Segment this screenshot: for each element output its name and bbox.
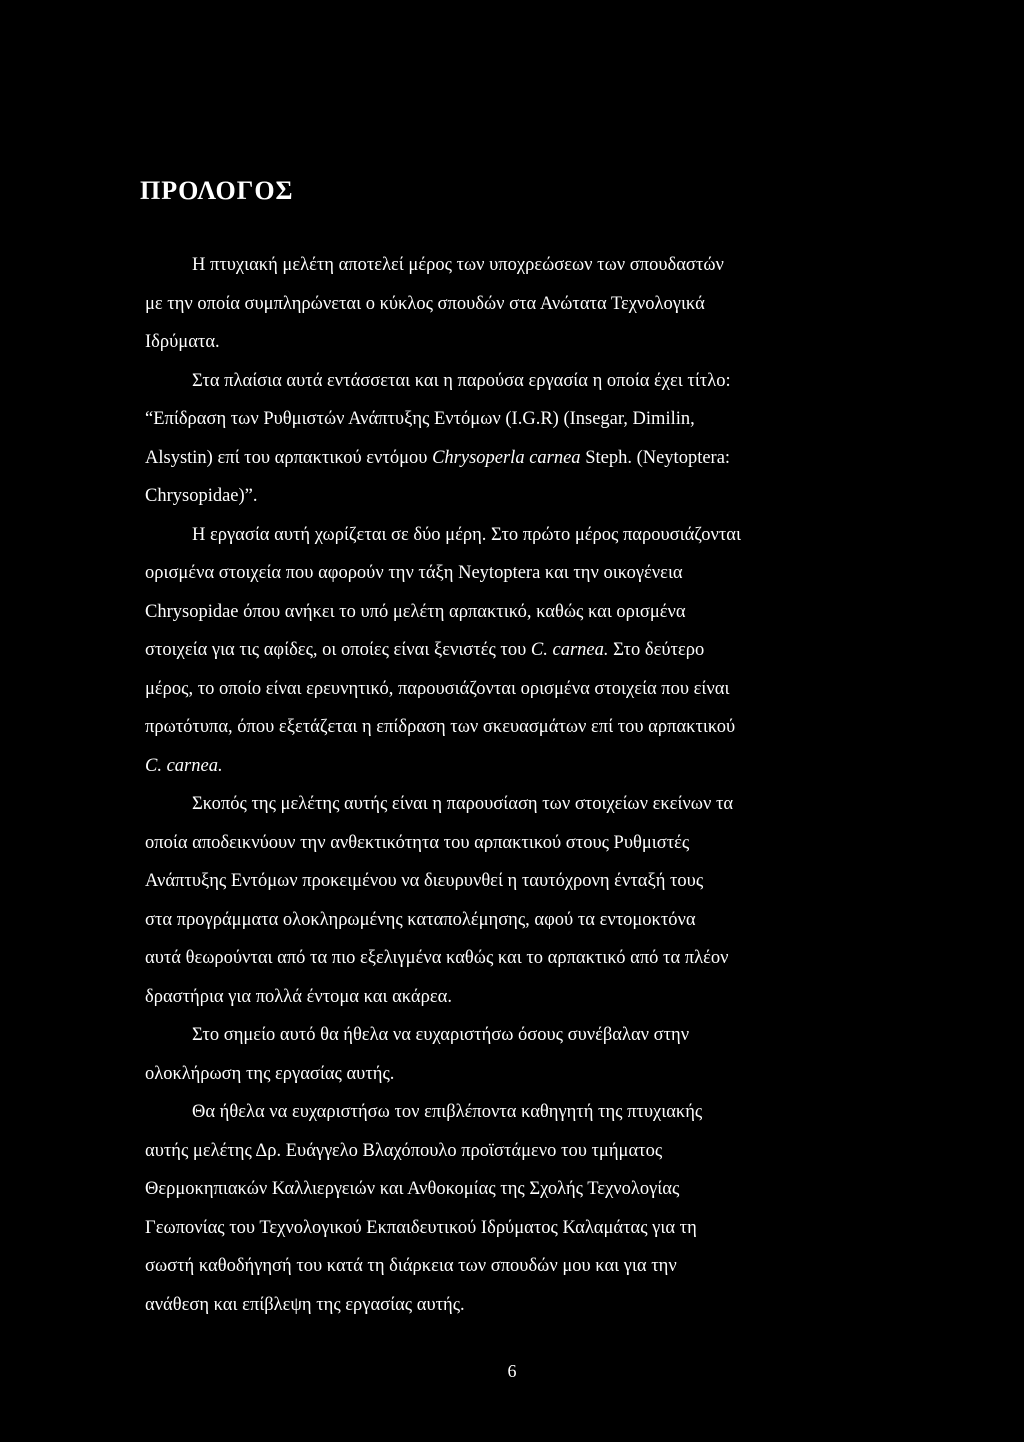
text-run: Στο δεύτερο xyxy=(608,640,705,660)
text-line: ολοκλήρωση της εργασίας αυτής. xyxy=(145,1063,395,1084)
text-line: Ιδρύματα. xyxy=(145,332,220,352)
text-line: Chrysopidae)”. xyxy=(145,486,258,506)
paragraph-6 xyxy=(145,1093,850,1324)
text-run: στοιχεία για τις αφίδες, οι οποίες είναι ξενιστές του xyxy=(145,640,531,660)
text-line: ορισμένα στοιχεία που αφορούν την τάξη Neytoptera και την οικογένεια xyxy=(145,563,683,583)
text-line: Η εργασία αυτή χωρίζεται σε δύο μέρη. Στο πρώτο μέρος παρουσιάζονται xyxy=(192,524,741,545)
text-line: αυτής μελέτης Δρ. Ευάγγελο Βλαχόπουλο προϊστάμενο του τμήματος xyxy=(145,1140,663,1161)
text-line: Ανάπτυξης Εντόμων προκειμένου να διευρυνθεί η ταυτόχρονη ένταξή τους xyxy=(145,871,704,891)
body-text xyxy=(145,246,850,1324)
text-line: σωστή καθοδήγησή του κατά τη διάρκεια των σπουδών μου και για την xyxy=(145,1256,677,1276)
text-line: Στο σημείο αυτό θα ήθελα να ευχαριστήσω όσους συνέβαλαν στην xyxy=(192,1025,690,1045)
text-line: Θερμοκηπιακών Καλλιεργειών και Ανθοκομίας της Σχολής Τεχνολογίας xyxy=(145,1179,680,1199)
text-line: αυτά θεωρούνται από τα πιο εξελιγμένα καθώς και το αρπακτικό από τα πλέον xyxy=(145,948,729,968)
text-line: πρωτότυπα, όπου εξετάζεται η επίδραση των σκευασμάτων επί του αρπακτικού xyxy=(145,717,736,737)
text-line: “Επίδραση των Ρυθμιστών Ανάπτυξης Εντόμων (I.G.R) (Insegar, Dimilin, xyxy=(145,409,695,429)
text-line: μέρος, το οποίο είναι ερευνητικό, παρουσιάζονται ορισμένα στοιχεία που είναι xyxy=(145,678,730,699)
text-line: οποία αποδεικνύουν την ανθεκτικότητα του αρπακτικού στους Ρυθμιστές xyxy=(145,832,690,853)
paragraph-3 xyxy=(145,516,850,786)
paragraph-1 xyxy=(145,246,850,362)
text-line xyxy=(145,439,850,478)
text-line: στα προγράμματα ολοκληρωμένης καταπολέμησης, αφού τα εντομοκτόνα xyxy=(145,909,696,930)
text-run: Alsystin) επί του αρπακτικού εντόμου xyxy=(145,447,433,468)
paragraph-5 xyxy=(145,1016,850,1093)
text-line: Chrysopidae όπου ανήκει το υπό μελέτη αρπακτικό, καθώς και ορισμένα xyxy=(145,601,686,622)
text-line: Θα ήθελα να ευχαριστήσω τον επιβλέποντα καθηγητή της πτυχιακής xyxy=(192,1102,703,1122)
page-title: ΠΡΟΛΟΓΟΣ xyxy=(140,176,294,205)
text-line: ανάθεση και επίβλεψη της εργασίας αυτής. xyxy=(145,1294,465,1315)
text-line: Γεωπονίας του Τεχνολογικού Εκπαιδευτικού Ιδρύματος Καλαμάτας για τη xyxy=(145,1217,697,1238)
paragraph-4 xyxy=(145,785,850,1016)
text-line xyxy=(145,747,850,786)
text-line: Στα πλαίσια αυτά εντάσσεται και η παρούσα εργασία η οποία έχει τίτλο: xyxy=(192,370,731,391)
paragraph-2 xyxy=(145,362,850,516)
text-run: Steph. (Neytoptera: xyxy=(580,447,731,468)
text-line: Η πτυχιακή μελέτη αποτελεί μέρος των υποχρεώσεων των σπουδαστών xyxy=(192,255,724,275)
text-line: με την οποία συμπληρώνεται ο κύκλος σπουδών στα Ανώτατα Τεχνολογικά xyxy=(145,293,705,314)
text-line: Σκοπός της μελέτης αυτής είναι η παρουσίαση των στοιχείων εκείνων τα xyxy=(192,794,734,814)
species-name: C. carnea. xyxy=(145,755,223,776)
species-name: C. carnea. xyxy=(530,640,609,660)
text-line: δραστήρια για πολλά έντομα και ακάρεα. xyxy=(145,986,452,1007)
page-number: 6 xyxy=(507,1361,517,1381)
species-name: Chrysoperla carnea xyxy=(432,447,581,468)
text-line xyxy=(145,631,850,670)
